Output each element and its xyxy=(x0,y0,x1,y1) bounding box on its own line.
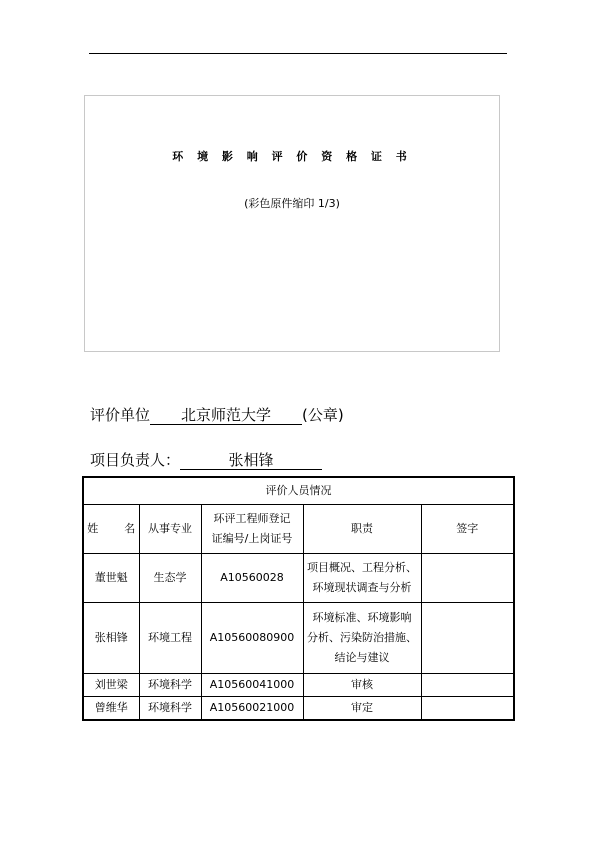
header-signature: 签字 xyxy=(421,505,514,554)
cell-major: 环境科学 xyxy=(139,674,201,697)
cell-signature xyxy=(421,603,514,674)
table-row xyxy=(83,697,514,721)
cell-duty: 环境标准、环境影响 分析、污染防治措施、 结论与建议 xyxy=(303,603,421,674)
cell-name: 董世魁 xyxy=(83,554,139,603)
assessment-unit-label: 评价单位 xyxy=(90,406,151,424)
certificate-placeholder xyxy=(84,95,500,352)
cell-duty: 审定 xyxy=(303,697,421,721)
project-leader-value: 张相锋 xyxy=(180,451,322,470)
staff-table xyxy=(82,476,515,721)
staff-table-caption: 评价人员情况 xyxy=(83,477,514,505)
table-row xyxy=(83,554,514,603)
cell-signature xyxy=(421,697,514,721)
certificate-title: 环 境 影 响 评 价 资 格 证 书 xyxy=(172,150,412,163)
table-row xyxy=(83,674,514,697)
header-major: 从事专业 xyxy=(139,505,201,554)
cell-major: 环境工程 xyxy=(139,603,201,674)
cell-name: 曾维华 xyxy=(83,697,139,721)
cell-name: 张相锋 xyxy=(83,603,139,674)
cell-cert-number: A10560080900 xyxy=(201,603,303,674)
cell-signature xyxy=(421,674,514,697)
cell-duty: 审核 xyxy=(303,674,421,697)
assessment-unit-seal-note: (公章) xyxy=(302,406,344,424)
cell-cert-number: A10560028 xyxy=(201,554,303,603)
cell-cert-number: A10560021000 xyxy=(201,697,303,721)
cell-signature xyxy=(421,554,514,603)
assessment-unit-line xyxy=(90,405,344,425)
cell-cert-number: A10560041000 xyxy=(201,674,303,697)
header-duty: 职责 xyxy=(303,505,421,554)
header-name: 姓 名 xyxy=(83,505,139,554)
cell-major: 生态学 xyxy=(139,554,201,603)
project-leader-line xyxy=(90,450,322,470)
certificate-subtitle: (彩色原件缩印 1/3) xyxy=(244,197,340,210)
table-row xyxy=(83,603,514,674)
header-rule xyxy=(89,53,507,54)
header-cert-number: 环评工程师登记 证编号/上岗证号 xyxy=(201,505,303,554)
cell-major: 环境科学 xyxy=(139,697,201,721)
assessment-unit-value: 北京师范大学 xyxy=(150,406,302,425)
staff-table-header-row xyxy=(83,505,514,554)
project-leader-label: 项目负责人： xyxy=(90,451,181,469)
cell-duty: 项目概况、工程分析、 环境现状调查与分析 xyxy=(303,554,421,603)
cell-name: 刘世梁 xyxy=(83,674,139,697)
